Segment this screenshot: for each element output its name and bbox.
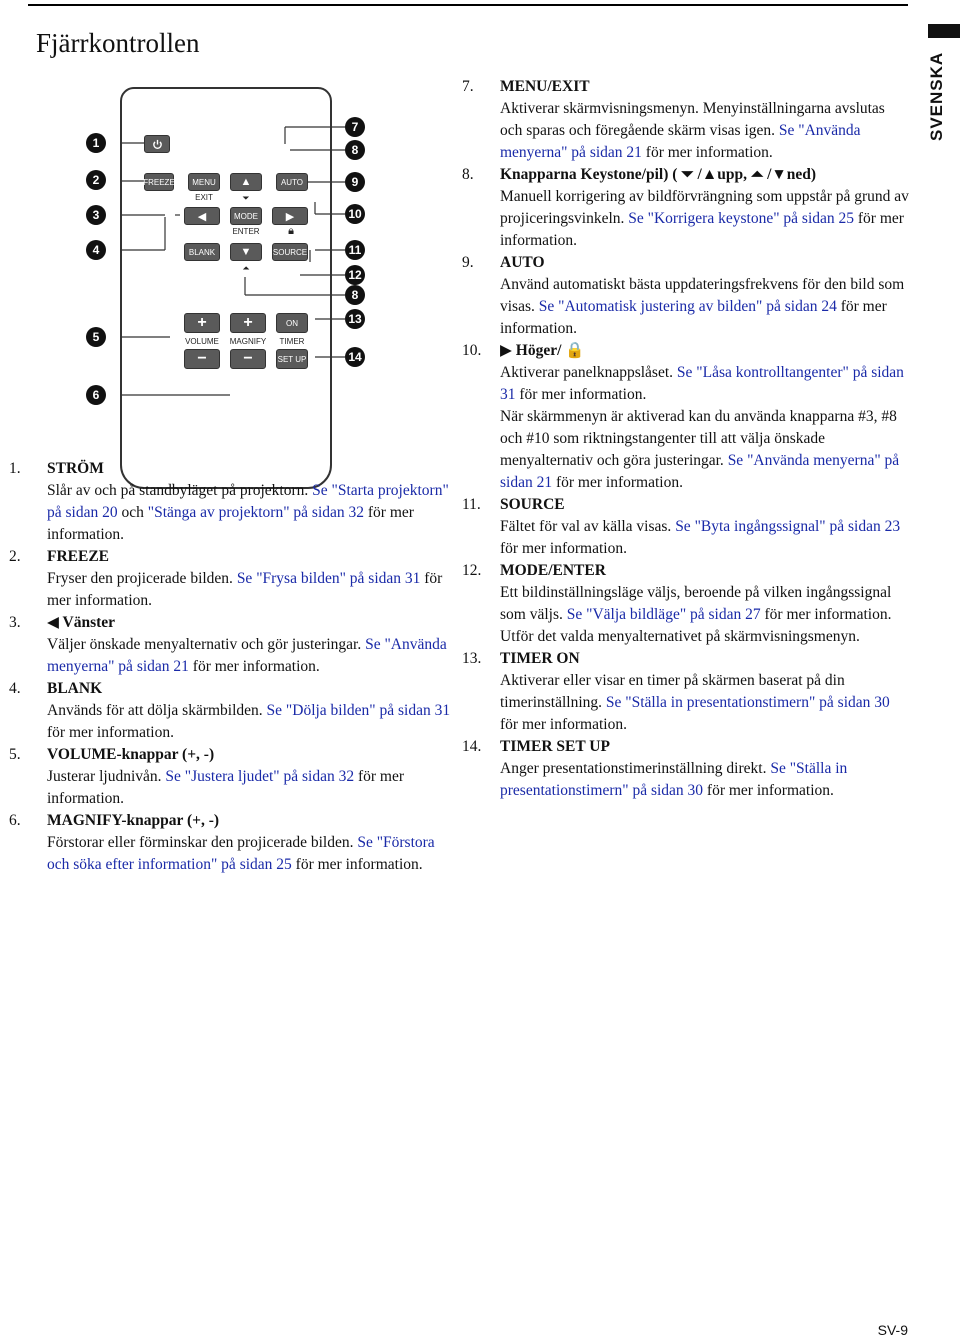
item-number: 2. bbox=[9, 548, 21, 565]
cross-reference-link[interactable]: Se "Byta ingångssignal" på sidan 23 bbox=[675, 518, 901, 535]
description-text: för mer information. bbox=[500, 210, 904, 249]
keystone-down-icon: ⏶ bbox=[242, 263, 250, 273]
item-number: 14. bbox=[462, 738, 482, 755]
callout-8b: 8 bbox=[345, 285, 365, 305]
description-text: När skärmmenyn är aktiverad kan du använda knapparna #3, #8 och #10 som riktningstangenter till att välja önskade menyalternativ och göra justeringar. bbox=[500, 408, 897, 469]
description-text: för mer information. bbox=[500, 298, 887, 337]
item-heading: MENU/EXIT bbox=[500, 78, 590, 95]
item-heading: BLANK bbox=[47, 680, 103, 697]
power-icon bbox=[152, 139, 163, 150]
description-text: Aktiverar eller visar en timer på skärmen baserat på din timerinställning. bbox=[500, 672, 845, 711]
cross-reference-link[interactable]: Se "Frysa bilden" på sidan 31 bbox=[236, 570, 421, 587]
cross-reference-link[interactable]: Se "Välja bildläge" på sidan 27 bbox=[566, 606, 761, 623]
item-number: 9. bbox=[462, 254, 474, 271]
description-text: för mer information. bbox=[641, 144, 773, 161]
item-number: 13. bbox=[462, 650, 482, 667]
cross-reference-link[interactable]: Se "Ställa in presentationstimern" på sidan 30 bbox=[500, 760, 848, 799]
right-column bbox=[462, 76, 910, 802]
item-description bbox=[500, 758, 910, 802]
description-text: och bbox=[117, 504, 148, 521]
callout-2: 2 bbox=[86, 170, 106, 190]
cross-reference-link[interactable]: Se "Dölja bilden" på sidan 31 bbox=[266, 702, 451, 719]
item-heading: AUTO bbox=[500, 254, 545, 271]
lock-icon: 🔒︎ bbox=[288, 225, 294, 237]
callout-4: 4 bbox=[86, 240, 106, 260]
callout-12: 12 bbox=[345, 265, 365, 285]
description-text: Aktiverar panelknappslåset. bbox=[500, 364, 677, 381]
item-description bbox=[500, 186, 910, 252]
item-2 bbox=[9, 546, 457, 612]
item-number: 12. bbox=[462, 562, 482, 579]
callout-10: 10 bbox=[345, 204, 365, 224]
callout-6: 6 bbox=[86, 385, 106, 405]
down-arrow-button: ▼ bbox=[230, 243, 262, 261]
description-text: för mer information. bbox=[500, 716, 627, 733]
item-heading: SOURCE bbox=[500, 496, 565, 513]
description-text: för mer information. bbox=[703, 782, 834, 799]
enter-label: ENTER bbox=[232, 227, 260, 236]
item-number: 5. bbox=[9, 746, 21, 763]
magnify-minus-button: − bbox=[230, 349, 266, 369]
item-number: 11. bbox=[462, 496, 481, 513]
timer-label: TIMER bbox=[279, 337, 305, 346]
cross-reference-link[interactable]: Se "Låsa kontrolltangenter" på sidan 31 bbox=[500, 364, 904, 403]
top-rule bbox=[28, 4, 908, 6]
magnify-plus-button: + bbox=[230, 313, 266, 333]
item-number: 10. bbox=[462, 342, 482, 359]
language-tab-label: SVENSKA bbox=[927, 51, 946, 141]
item-heading: FREEZE bbox=[47, 548, 110, 565]
description-text: Fältet för val av källa visas. bbox=[500, 518, 676, 535]
description-text: Används för att dölja skärmbilden. bbox=[47, 702, 267, 719]
callout-11: 11 bbox=[345, 240, 365, 260]
description-text: för mer information. bbox=[47, 724, 174, 741]
power-button bbox=[144, 135, 170, 153]
description-text: Använd automatiskt bästa uppdateringsfrekvens för den bild som visas. bbox=[500, 276, 905, 315]
up-arrow-button: ▲ bbox=[230, 173, 262, 191]
menu-button: MENU bbox=[188, 173, 220, 191]
description-text: Justerar ljudnivån. bbox=[47, 768, 166, 785]
item-8 bbox=[462, 164, 910, 252]
cross-reference-link[interactable]: Se "Använda menyerna" på sidan 21 bbox=[500, 122, 861, 161]
item-heading: VOLUME-knappar (+, -) bbox=[47, 746, 215, 763]
page-title: Fjärrkontrollen bbox=[36, 28, 200, 58]
item-description bbox=[47, 700, 457, 744]
cross-reference-link[interactable]: Se "Justera ljudet" på sidan 32 bbox=[165, 768, 355, 785]
description-text: för mer information. bbox=[552, 474, 683, 491]
callout-14: 14 bbox=[345, 347, 365, 367]
item-13 bbox=[462, 648, 910, 736]
mode-button: MODE bbox=[230, 207, 262, 225]
item-description bbox=[500, 582, 910, 626]
description-text: Anger presentationstimerinställning direkt. bbox=[500, 760, 771, 777]
item-1 bbox=[9, 458, 457, 546]
callout-7: 7 bbox=[345, 117, 365, 137]
description-text: Slår av och på standbyläget på projektorn. bbox=[47, 482, 313, 499]
source-button: SOURCE bbox=[272, 243, 308, 261]
language-tab-bar bbox=[928, 24, 960, 38]
description-text: för mer information. bbox=[188, 658, 320, 675]
freeze-button: FREEZE bbox=[144, 173, 174, 191]
description-text: Ett bildinställningsläge väljs, beroende på vilken ingångssignal som väljs. bbox=[500, 584, 892, 623]
item-number: 1. bbox=[9, 460, 21, 477]
item-3 bbox=[9, 612, 457, 678]
magnify-label: MAGNIFY bbox=[229, 337, 267, 346]
description-text: för mer information. bbox=[47, 768, 405, 807]
description-text: för mer information. bbox=[500, 540, 627, 557]
item-5 bbox=[9, 744, 457, 810]
item-11 bbox=[462, 494, 910, 560]
item-number: 3. bbox=[9, 614, 21, 631]
left-column bbox=[9, 458, 457, 876]
item-7 bbox=[462, 76, 910, 164]
set-up-button: SET UP bbox=[276, 349, 308, 369]
description-text: Väljer önskade menyalternativ och gör justeringar. bbox=[47, 636, 366, 653]
item-description bbox=[47, 832, 457, 876]
cross-reference-link[interactable]: Se "Ställa in presentationstimern" på sidan 30 bbox=[605, 694, 890, 711]
item-number: 8. bbox=[462, 166, 474, 183]
item-heading: MODE/ENTER bbox=[500, 562, 606, 579]
right-arrow-button: ▶ bbox=[272, 207, 308, 225]
description-text: Aktiverar skärmvisningsmenyn. Menyinställningarna avslutas och sparas och föregående skärm visas igen. bbox=[500, 100, 885, 139]
keystone-up-icon: ⏷ bbox=[242, 193, 250, 203]
item-heading: ◀ Vänster bbox=[47, 614, 116, 631]
callout-3: 3 bbox=[86, 205, 106, 225]
timer-on-button: ON bbox=[276, 313, 308, 333]
item-description bbox=[500, 516, 910, 560]
item-6 bbox=[9, 810, 457, 876]
item-10 bbox=[462, 340, 910, 494]
item-heading: ▶ Höger/ 🔒 bbox=[500, 342, 585, 359]
cross-reference-link[interactable]: Se "Korrigera keystone" på sidan 25 bbox=[628, 210, 854, 227]
item-heading: MAGNIFY-knappar (+, -) bbox=[47, 812, 220, 829]
callout-13: 13 bbox=[345, 309, 365, 329]
item-heading: Knapparna Keystone/pil) ( ⏷ /▲upp, ⏶ /▼ned) bbox=[500, 166, 817, 183]
item-14 bbox=[462, 736, 910, 802]
cross-reference-link[interactable]: "Stänga av projektorn" på sidan 32 bbox=[147, 504, 365, 521]
item-description bbox=[500, 362, 910, 406]
description-text: för mer information. bbox=[760, 606, 892, 623]
description-text: Utför det valda menyalternativet på skärmvisningsmenyn. bbox=[500, 628, 860, 645]
item-description bbox=[500, 274, 910, 340]
item-9 bbox=[462, 252, 910, 340]
blank-button: BLANK bbox=[184, 243, 220, 261]
callout-8: 8 bbox=[345, 140, 365, 160]
cross-reference-link[interactable]: Se "Förstora och söka efter information" på sidan 25 bbox=[47, 834, 435, 873]
description-text: Fryser den projicerade bilden. bbox=[47, 570, 237, 587]
cross-reference-link[interactable]: Se "Använda menyerna" på sidan 21 bbox=[500, 452, 900, 491]
left-arrow-button: ◀ bbox=[184, 207, 220, 225]
item-heading: STRÖM bbox=[47, 460, 104, 477]
item-description bbox=[47, 634, 457, 678]
language-tab bbox=[920, 24, 960, 154]
cross-reference-link[interactable]: Se "Starta projektorn" på sidan 20 bbox=[47, 482, 449, 521]
item-number: 6. bbox=[9, 812, 21, 829]
volume-plus-button: + bbox=[184, 313, 220, 333]
item-12 bbox=[462, 560, 910, 648]
description-text: Förstorar eller förminskar den projicerade bilden. bbox=[47, 834, 358, 851]
volume-minus-button: − bbox=[184, 349, 220, 369]
item-description bbox=[500, 98, 910, 164]
callout-5: 5 bbox=[86, 327, 106, 347]
cross-reference-link[interactable]: Se "Använda menyerna" på sidan 21 bbox=[47, 636, 447, 675]
description-text: för mer information. bbox=[291, 856, 423, 873]
item-number: 7. bbox=[462, 78, 474, 95]
description-text: Manuell korrigering av bildförvrängning som uppstår på grund av projiceringsvinkeln. bbox=[500, 188, 909, 227]
item-description bbox=[47, 480, 457, 546]
description-text: för mer information. bbox=[515, 386, 647, 403]
item-heading: TIMER SET UP bbox=[500, 738, 610, 755]
callout-9: 9 bbox=[345, 172, 365, 192]
item-4 bbox=[9, 678, 457, 744]
description-text: för mer information. bbox=[47, 570, 443, 609]
item-description bbox=[47, 766, 457, 810]
item-heading: TIMER ON bbox=[500, 650, 580, 667]
remote-illustration bbox=[120, 87, 330, 487]
item-description bbox=[500, 626, 910, 648]
item-description bbox=[47, 568, 457, 612]
auto-button: AUTO bbox=[276, 173, 308, 191]
item-description bbox=[500, 406, 910, 494]
page-number: SV-9 bbox=[877, 1322, 908, 1338]
volume-label: VOLUME bbox=[185, 337, 219, 346]
exit-label: EXIT bbox=[195, 193, 213, 202]
callout-1: 1 bbox=[86, 133, 106, 153]
item-number: 4. bbox=[9, 680, 21, 697]
item-description bbox=[500, 670, 910, 736]
cross-reference-link[interactable]: Se "Automatisk justering av bilden" på sidan 24 bbox=[538, 298, 837, 315]
description-text: för mer information. bbox=[47, 504, 414, 543]
